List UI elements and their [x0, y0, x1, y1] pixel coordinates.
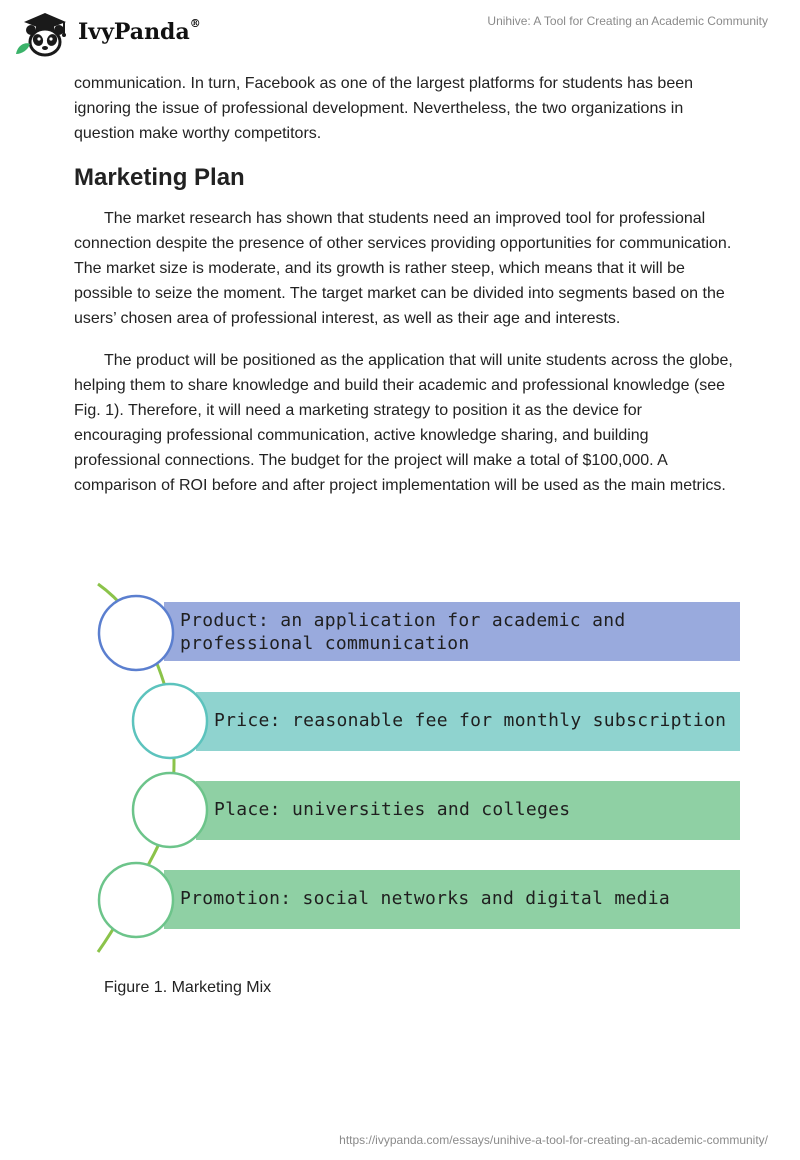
- mix-item-product: Product: an application for academic and professional communication: [180, 610, 626, 654]
- source-url[interactable]: https://ivypanda.com/essays/unihive-a-tool-for-creating-an-academic-community/: [339, 1133, 768, 1147]
- page-header: [0, 0, 800, 70]
- section-heading: Marketing Plan: [74, 164, 245, 191]
- mix-item-promotion: Promotion: social networks and digital media: [180, 888, 671, 909]
- bullet-circle-promotion: [99, 863, 173, 937]
- article-body: [74, 71, 734, 515]
- document-title: Unihive: A Tool for Creating an Academic Community: [487, 14, 768, 28]
- panda-graduate-icon: [14, 8, 76, 60]
- figure-caption: Figure 1. Marketing Mix: [104, 979, 272, 996]
- ivypanda-logo[interactable]: [14, 8, 244, 60]
- bullet-circle-place: [133, 773, 207, 847]
- bullet-circle-price: [133, 684, 207, 758]
- body-paragraph: The product will be positioned as the application that will unite students across the globe, helping them to share knowledge and build their academic and professional knowledge (see Fig. 1). Therefore, it will need a marketing strategy to position it as the device for encouraging professional communication, active knowledge sharing, and building professional connections. The budget for the project will make a total of $100,000. A comparison of ROI before and after project implementation will be used as the main metrics.: [74, 352, 733, 494]
- body-paragraph: The market research has shown that students need an improved tool for professional connection despite the presence of other services providing opportunities for communication. The market size is moderate, and its growth is rather steep, which means that it will be possible to seize the moment. The target market can be divided into segments based on the users’ chosen area of professional interest, as well as their age and interests.: [74, 210, 732, 327]
- bullet-circle-product: [99, 596, 173, 670]
- brand-name: IvyPanda®: [78, 17, 201, 45]
- mix-item-place: Place: universities and colleges: [214, 799, 571, 820]
- mix-item-price: Price: reasonable fee for monthly subscription: [214, 710, 727, 731]
- marketing-mix-figure: [92, 578, 744, 956]
- intro-paragraph: communication. In turn, Facebook as one of the largest platforms for students has been ignoring the issue of professional development. Nevertheless, the two organizations in question make worthy competitors.: [74, 75, 694, 142]
